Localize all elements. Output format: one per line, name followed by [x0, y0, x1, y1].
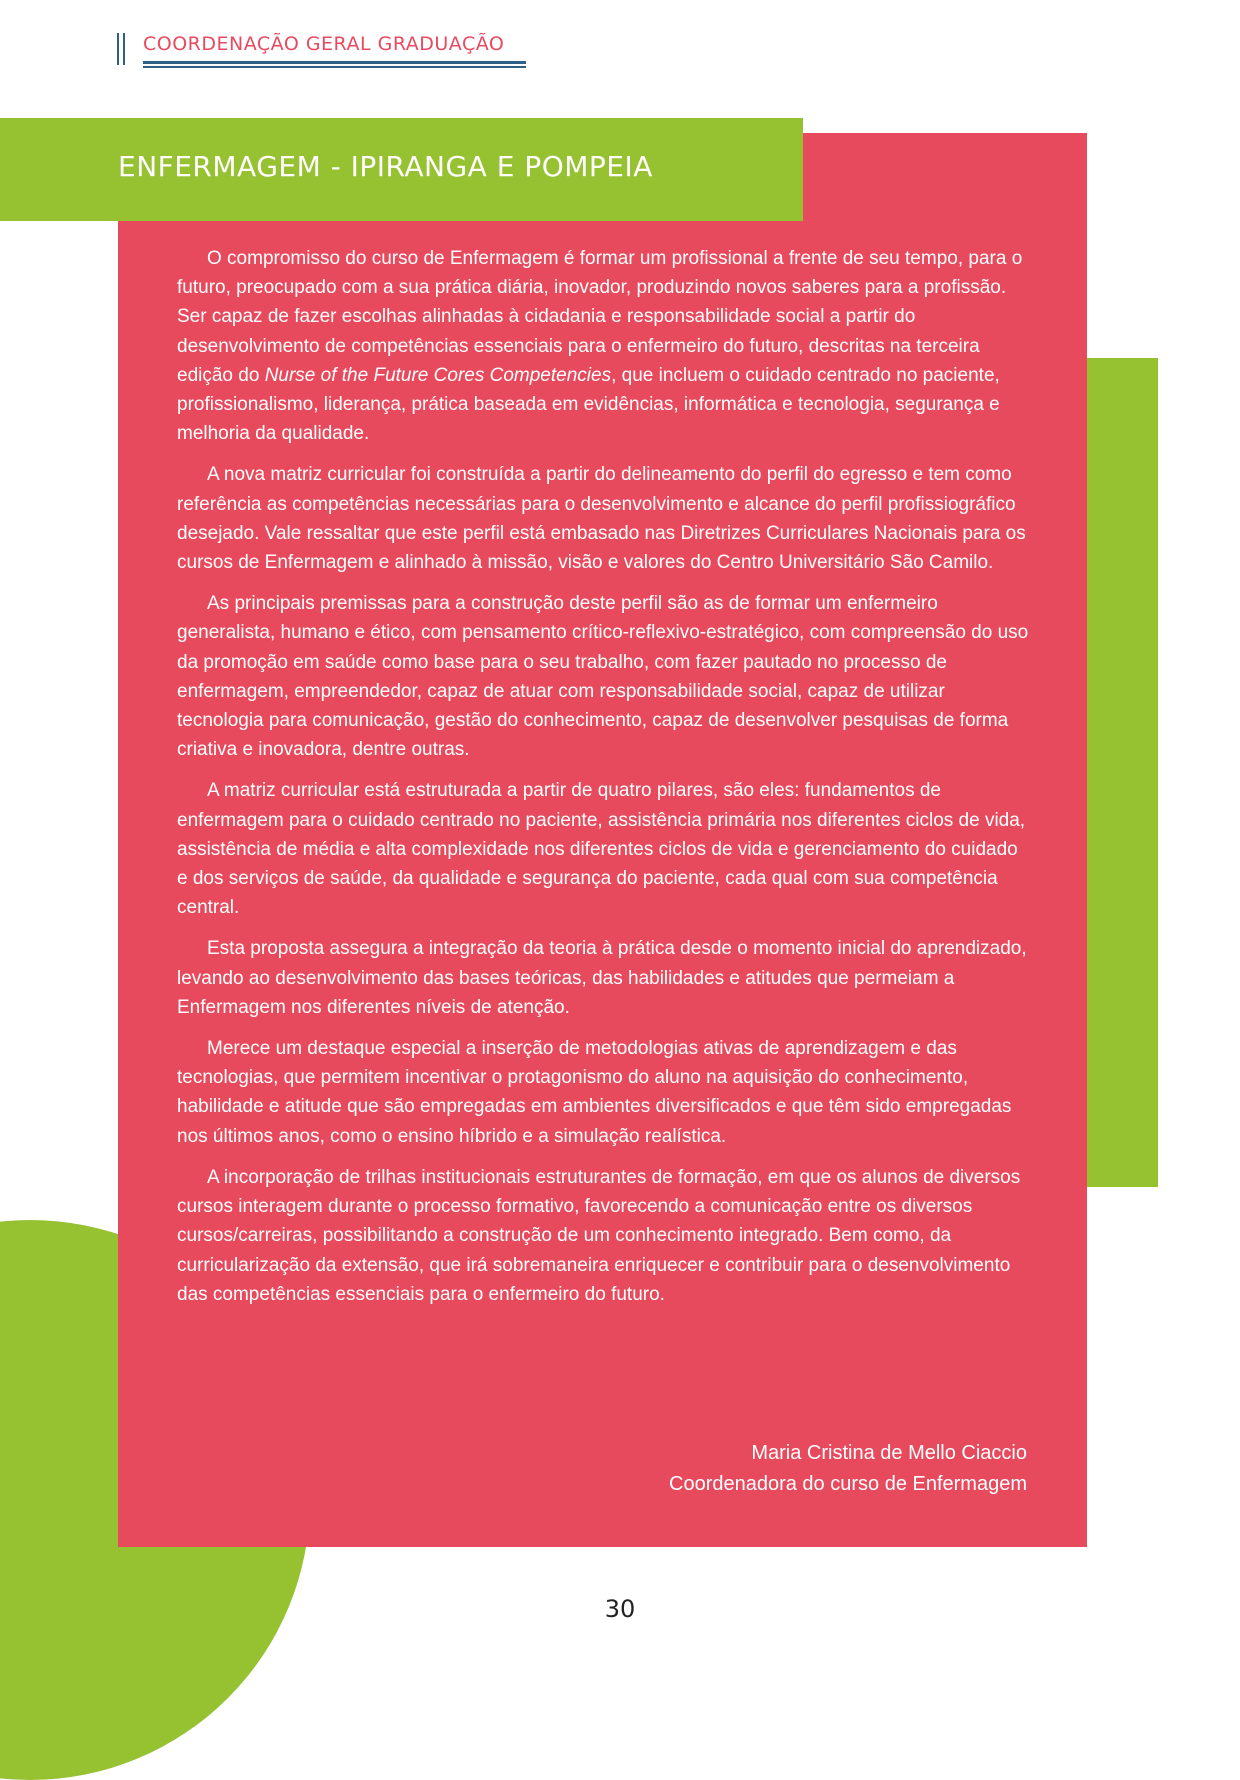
- course-title: ENFERMAGEM - IPIRANGA E POMPEIA: [118, 150, 653, 183]
- body-text: [177, 244, 1029, 1321]
- header-title: COORDENAÇÃO GERAL GRADUAÇÃO: [143, 33, 505, 55]
- header-underline-secondary: [143, 66, 526, 68]
- page-number: 30: [604, 1595, 636, 1623]
- paragraph: Merece um destaque especial a inserção de metodologias ativas de aprendizagem e das tecnologias, que permitem incentivar o protagonismo do aluno na aquisição do conhecimento, habilidade e atitude que são empregadas em ambientes diversificados e que têm sido empregadas nos últimos anos, como o ensino híbrido e a simulação realística.: [177, 1038, 1012, 1147]
- paragraph: A incorporação de trilhas institucionais estruturantes de formação, em que os alunos de diversos cursos interagem durante o processo formativo, favorecendo a comunicação entre os diversos cursos/carreiras, possibilitando a construção de um conhecimento integrado. Bem como, da curricularização da extensão, que irá sobremaneira enriquecer e contribuir para o desenvolvimento das competências essenciais para o enfermeiro do futuro.: [177, 1166, 1021, 1305]
- header-bar-icon: [117, 33, 125, 65]
- paragraph: A nova matriz curricular foi construída a partir do delineamento do perfil do egresso e tem como referência as competências necessárias para o desenvolvimento e alcance do perfil profissiográfico desejado. Vale ressaltar que este perfil está embasado nas Diretrizes Curriculares Nacionais para os cursos de Enfermagem e alinhado à missão, visão e valores do Centro Universitário São Camilo.: [177, 464, 1026, 574]
- competencies-reference: Nurse of the Future Cores Competencies: [264, 364, 612, 386]
- signature-name: Maria Cristina de Mello Ciaccio: [751, 1442, 1027, 1464]
- signature: [669, 1438, 1027, 1500]
- signature-role: Coordenadora do curso de Enfermagem: [669, 1473, 1027, 1495]
- paragraph: Esta proposta assegura a integração da teoria à prática desde o momento inicial do aprendizado, levando ao desenvolvimento das bases teóricas, das habilidades e atitudes que permeiam a Enfermagem nos diferentes níveis de atenção.: [177, 938, 1027, 1018]
- paragraph: A matriz curricular está estruturada a partir de quatro pilares, são eles: fundamentos de enfermagem para o cuidado centrado no paciente, assistência primária nos diferentes ciclos de vida, assistência de média e alta complexidade nos diferentes ciclos de vida e gerenciamento do cuidado e dos serviços de saúde, da qualidade e segurança do paciente, cada qual com sua competência central.: [177, 780, 1026, 919]
- header-underline: [143, 61, 526, 64]
- paragraph: As principais premissas para a construção deste perfil são as de formar um enfermeiro generalista, humano e ético, com pensamento crítico-reflexivo-estratégico, com compreensão do uso da promoção em saúde como base para o seu trabalho, com fazer pautado no processo de enfermagem, empreendedor, capaz de atuar com responsabilidade social, capaz de utilizar tecnologia para comunicação, gestão do conhecimento, capaz de desenvolver pesquisas de forma criativa e inovadora, dentre outras.: [177, 593, 1029, 761]
- paragraph: O compromisso do curso de Enfermagem é formar um profissional a frente de seu tempo, para o futuro, preocupado com a sua prática diária, inovador, produzindo novos saberes para a profissão. Ser capaz de fazer escolhas alinhadas à cidadania e responsabilidade social a partir do desenvolvimento de competências essenciais para o enfermeiro do futuro, descritas na terceira edição do Nurse of the Future Cores Competencies, que incluem o cuidado centrado no paciente, profissionalismo, liderança, prática baseada em evidências, informática e tecnologia, segurança e melhoria da qualidade.: [177, 248, 1023, 445]
